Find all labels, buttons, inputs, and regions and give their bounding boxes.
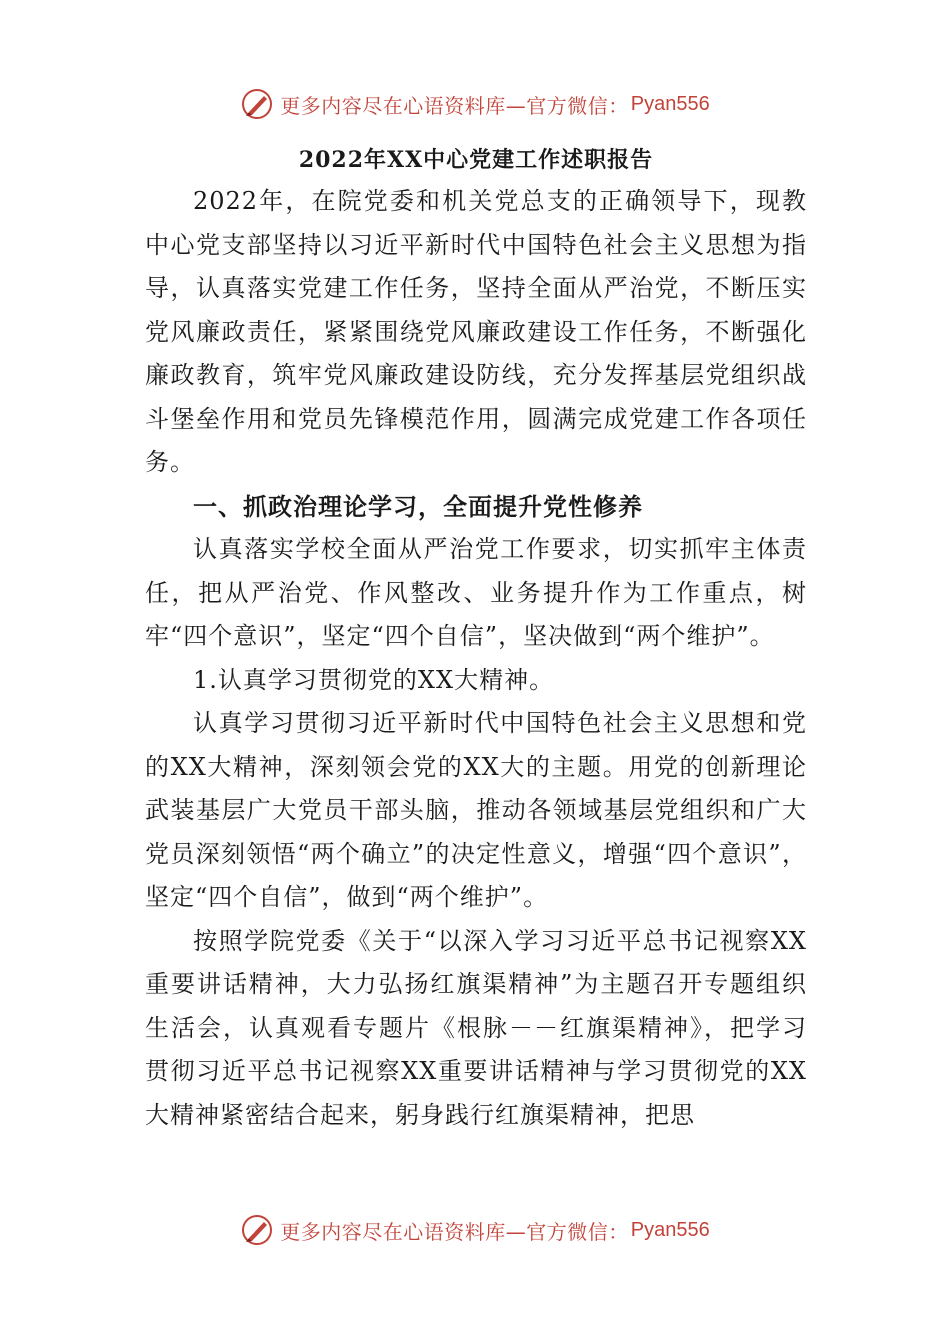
subsection-paragraph: 按照学院党委《关于“以深入学习习近平总书记视察XX重要讲话精神，大力弘扬红旗渠精神”为主题召开专题组织生活会，认真观看专题片《根脉－－红旗渠精神》，把学习贯彻习近平总书记视察XX重要讲话精神与学习贯彻党的XX大精神紧密结合起来，躬身践行红旗渠精神，把思 bbox=[145, 926, 807, 1129]
subsection-paragraph: 认真学习贯彻习近平新时代中国特色社会主义思想和党的XX大精神，深刻领会党的XX大的主题。用党的创新理论武装基层广大党员干部头脑，推动各领域基层党组织和广大党员深刻领悟“两个确立”的决定性意义，增强“四个意识”，坚定“四个自信”，做到“两个维护”。 bbox=[145, 709, 807, 911]
document-body bbox=[145, 140, 807, 1137]
pen-logo-icon bbox=[240, 1213, 274, 1247]
watermark-text: 更多内容尽在心语资料库—官方微信： bbox=[280, 93, 629, 118]
watermark-id: Pyan556 bbox=[630, 92, 710, 115]
intro-paragraph: 2022年，在院党委和机关党总支的正确领导下，现教中心党支部坚持以习近平新时代中国特色社会主义思想为指导，认真落实党建工作任务，坚持全面从严治党，不断压实党风廉政责任，紧紧围绕党风廉政建设工作任务，不断强化廉政教育，筑牢党风廉政建设防线，充分发挥基层党组织战斗堡垒作用和党员先锋模范作用，圆满完成党建工作各项任务。 bbox=[145, 187, 807, 476]
watermark-footer bbox=[0, 1210, 950, 1250]
watermark-id: Pyan556 bbox=[630, 1218, 710, 1241]
section-paragraph: 认真落实学校全面从严治党工作要求，切实抓牢主体责任，把从严治党、作风整改、业务提升作为工作重点，树牢“四个意识”，坚定“四个自信”，坚决做到“两个维护”。 bbox=[145, 535, 807, 650]
document-title: 2022年XX中心党建工作述职报告 bbox=[298, 147, 654, 173]
subsection-heading: 1.认真学习贯彻党的XX大精神。 bbox=[193, 665, 555, 694]
section-heading: 一、抓政治理论学习，全面提升党性修养 bbox=[193, 491, 643, 521]
watermark-header bbox=[0, 84, 950, 124]
watermark-text: 更多内容尽在心语资料库—官方微信： bbox=[280, 1219, 629, 1244]
pen-logo-icon bbox=[240, 87, 274, 121]
